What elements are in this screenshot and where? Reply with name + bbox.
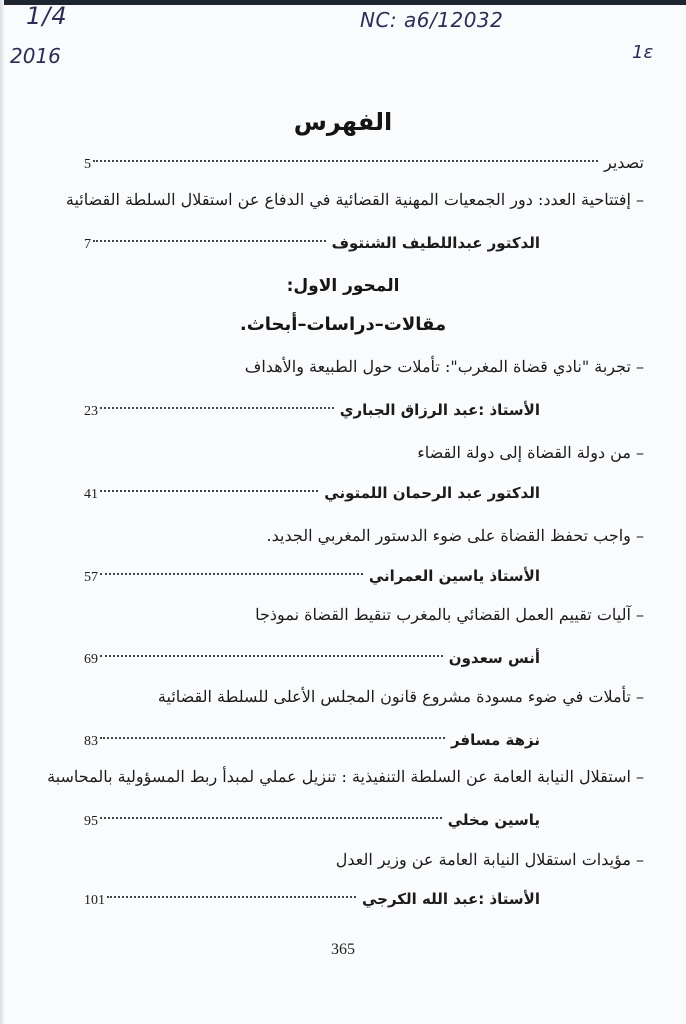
handwritten-fraction: 1/4 — [26, 2, 68, 30]
toc-entry-author-line[interactable] — [84, 228, 644, 258]
toc-page-number: 69 — [84, 652, 98, 667]
toc-entry-label: تصدير — [603, 153, 644, 172]
toc-page-number: 23 — [84, 404, 98, 419]
toc-author-name: الدكتور عبداللطيف الشنتوف — [331, 234, 540, 252]
toc-page-number: 95 — [84, 814, 98, 829]
toc-page-number: 41 — [84, 487, 98, 502]
toc-entry-author-line[interactable] — [84, 478, 644, 508]
toc-title-text: – آليات تقييم العمل القضائي بالمغرب تنقيط القضاة نموذجا — [255, 605, 644, 624]
toc-author-name: ياسين مخلي — [447, 811, 540, 829]
handwritten-reference-number: NC: a6/12032 — [360, 8, 504, 32]
page-title: الفهرس — [293, 108, 393, 136]
scan-left-edge — [0, 0, 4, 1024]
dot-leader — [100, 817, 442, 819]
toc-title-text: – مؤيدات استقلال النيابة العامة عن وزير العدل — [335, 850, 644, 869]
toc-title-text: – من دولة القضاة إلى دولة القضاء — [417, 443, 644, 462]
dot-leader — [100, 490, 318, 492]
toc-page-number: 57 — [84, 570, 98, 585]
toc-title-text: – تجربة "نادي قضاة المغرب": تأملات حول الطبيعة والأهداف — [244, 357, 644, 376]
toc-title-text: – واجب تحفظ القضاة على ضوء الدستور المغربي الجديد. — [266, 526, 644, 545]
toc-entry-author-line[interactable] — [84, 805, 644, 835]
toc-author-name: الأستاذ :عبد الرزاق الجباري — [339, 401, 540, 419]
toc-entry-preface[interactable] — [84, 148, 644, 178]
toc-entry-title[interactable] — [84, 845, 644, 875]
dot-leader — [100, 407, 334, 409]
toc-author-name: الأستاذ :عبد الله الكرجي — [361, 890, 540, 908]
toc-page-number: 101 — [84, 893, 105, 908]
dot-leader — [107, 896, 356, 898]
toc-author-name: نزهة مسافر — [450, 731, 540, 749]
toc-entry-author-line[interactable] — [84, 643, 644, 673]
handwritten-year: 2016 — [10, 44, 61, 68]
handwritten-corner-mark: 1ε — [632, 42, 654, 63]
toc-entry-author-line[interactable] — [84, 725, 644, 755]
toc-entry-title[interactable] — [84, 682, 644, 712]
toc-entry-author-line[interactable] — [84, 561, 644, 591]
dot-leader — [93, 240, 326, 242]
toc-page-number: 5 — [84, 157, 91, 172]
toc-entry-author-line[interactable] — [84, 395, 644, 425]
toc-title-text: – استقلال النيابة العامة عن السلطة التنفيذية : تنزيل عملي لمبدأ ربط المسؤولية بالمحاسبة — [47, 767, 644, 786]
toc-page-number: 7 — [84, 237, 91, 252]
toc-author-name: الدكتور عبد الرحمان اللمتوني — [324, 484, 540, 502]
toc-entry-title[interactable] — [47, 762, 644, 792]
toc-entry-title[interactable] — [84, 352, 644, 382]
section-subtitle: مقالات–دراسات–أبحاث. — [239, 314, 447, 335]
dot-leader — [100, 573, 363, 575]
toc-entry-title[interactable] — [84, 438, 644, 468]
toc-title-text: – تأملات في ضوء مسودة مشروع قانون المجلس الأعلى للسلطة القضائية — [157, 687, 644, 706]
toc-entry-title[interactable] — [65, 185, 644, 215]
section-axis-heading: المحور الاول: — [286, 276, 400, 296]
dot-leader — [100, 737, 445, 739]
toc-title-text: – إفتتاحية العدد: دور الجمعيات المهنية القضائية في الدفاع عن استقلال السلطة القضائية — [65, 190, 644, 209]
dot-leader — [100, 655, 443, 657]
toc-page-number: 83 — [84, 734, 98, 749]
dot-leader — [93, 160, 598, 162]
toc-entry-author-line[interactable] — [84, 884, 644, 914]
page-number: 365 — [331, 941, 355, 958]
scan-top-edge — [0, 0, 686, 5]
toc-author-name: الأستاذ ياسين العمراني — [368, 567, 540, 585]
toc-entry-title[interactable] — [84, 600, 644, 630]
toc-author-name: أنس سعدون — [448, 649, 540, 667]
toc-entry-title[interactable] — [84, 521, 644, 551]
